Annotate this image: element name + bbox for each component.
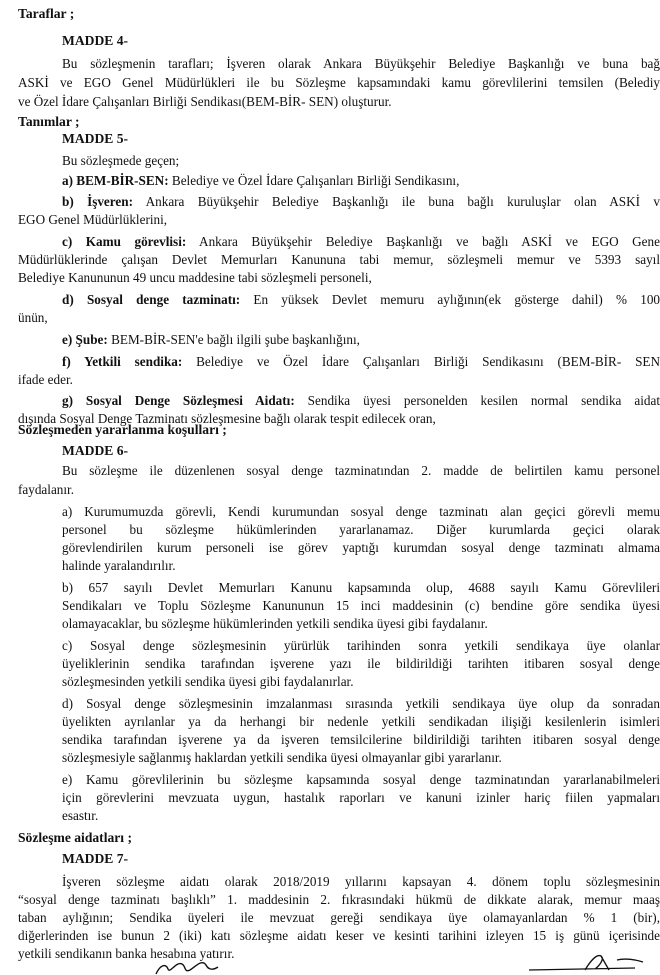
def-g-line-1: [62, 393, 660, 409]
def-b-line-1: [62, 194, 660, 210]
def-f-line-1: [62, 354, 660, 370]
madde-6-title: MADDE 6-: [62, 443, 129, 458]
def-e-line-1: [62, 332, 360, 348]
def-c-text: Ankara Büyükşehir Belediye Başkanlığı ve bağlı ASKİ ve EGO Gene: [186, 234, 660, 249]
def-c-line-2: Müdürlüklerinde çalışan Devlet Memurları Kanununa tabi memur, sözleşmeli memur ve 5393 sayıl: [18, 252, 660, 267]
heading-tanimlar: Tanımlar ;: [18, 114, 80, 129]
madde-6-intro-line-2: faydalanır.: [18, 482, 75, 497]
heading-taraflar: Taraflar ;: [18, 6, 75, 21]
item-d-line-3: sendika tarafından işverene ya da işveren temsilcilerine bildirildiği tarihten itibaren sosyal denge: [62, 732, 660, 747]
def-b-label: b) İşveren:: [62, 194, 133, 209]
def-c-line-3: Belediye Kanununun 49 uncu maddesine tabi sözleşmeli personeli,: [18, 270, 372, 285]
madde-4-line-2: ASKİ ve EGO Genel Müdürlükleri ile bu Sözleşme kapsamındaki kamu görevlilerini temsilen (Belediy: [18, 75, 660, 90]
madde-7-line-1: İşveren sözleşme aidatı olarak 2018/2019 yıllarını kapsayan 4. dönem toplu sözleşmesinin: [62, 874, 660, 889]
item-e-line-2: için görevlerini mevzuata uygun, hastalık raporları ve kanuni izinler hariç fiilen yapmaları: [62, 790, 660, 805]
madde-7-line-4: diğerlerinden ise bunun 2 (iki) katı sözleşme aidatı keser ve kesinti tarihini izleyen 15 iş günü içerisinde: [18, 928, 660, 943]
def-d-line-2: ünün,: [18, 310, 48, 325]
def-e-text: BEM-BİR-SEN'e bağlı ilgili şube başkanlığını,: [107, 332, 360, 347]
item-d-line-2: üyelikten ayrılanlar ya da herhangi bir nedenle yetkili sendikadan ilişiği kesilenlerin isimleri: [62, 714, 660, 729]
def-f-label: f) Yetkili sendika:: [62, 354, 183, 369]
madde-4-line-3: ve Özel İdare Çalışanları Birliği Sendikası(BEM-BİR- SEN) oluşturur.: [18, 94, 392, 109]
madde-7-line-5: yetkili sendikanın banka hesabına yatırır.: [18, 946, 235, 961]
item-b-line-1: b) 657 sayılı Devlet Memurları Kanunu kapsamında olup, 4688 sayılı Kamu Görevlileri: [62, 580, 660, 595]
def-b-text: Ankara Büyükşehir Belediye Başkanlığı ile buna bağlı kuruluşlar olan ASKİ v: [132, 194, 660, 209]
madde-5-title: MADDE 5-: [62, 131, 129, 146]
item-d-line-1: d) Sosyal denge sözleşmesinin imzalanması sırasında yetkili sendikaya üye olup da sonradan: [62, 696, 660, 711]
def-d-label: d) Sosyal denge tazminatı:: [62, 292, 241, 307]
item-d-line-4: sözleşmesiyle sağlanmış haklardan yetkili sendika üyesi olmayanlar gibi yararlanır.: [62, 750, 502, 765]
madde-4-line-1: Bu sözleşmenin tarafları; İşveren olarak Ankara Büyükşehir Belediye Başkanlığı ve buna bağ: [62, 56, 660, 71]
madde-5-intro: Bu sözleşmede geçen;: [62, 153, 180, 168]
def-f-line-2: ifade eder.: [18, 372, 73, 387]
def-g-line-2: dışında Sosyal Denge Tazminatı sözleşmesine bağlı olarak tespit edilecek oran,: [18, 411, 436, 426]
def-d-line-1: [62, 292, 660, 308]
madde-7-title: MADDE 7-: [62, 851, 129, 866]
signature-right-icon: [525, 950, 650, 975]
madde-4-title: MADDE 4-: [62, 33, 129, 48]
item-c-line-1: c) Sosyal denge sözleşmesinin yürürlük tarihinden sonra yetkili sendikaya üye olanlar: [62, 638, 660, 653]
item-c-line-2: üyeliklerinin sendika tarafından işverene yazı ile bildirildiği tarihten itibaren sosyal denge: [62, 656, 660, 671]
def-a-text: Belediye ve Özel İdare Çalışanları Birliği Sendikasını,: [168, 173, 460, 188]
item-c-line-3: sözleşmesinden yetkili sendika üyesi gibi faydalanırlar.: [62, 674, 354, 689]
item-e-line-3: esastır.: [62, 808, 99, 823]
def-g-text: Sendika üyesi personelden kesilen normal sendika aidat: [294, 393, 660, 408]
madde-7-line-3: taban aylığının; Sendika üyeleri ile mevzuat gereği sendikaya üye olamayanlardan % 1 (bir),: [18, 910, 660, 925]
heading-aidat: Sözleşme aidatları ;: [18, 830, 133, 845]
def-a-line-1: [62, 173, 459, 189]
def-g-label: g) Sosyal Denge Sözleşmesi Aidatı:: [62, 393, 295, 408]
def-f-text: Belediye ve Özel İdare Çalışanları Birliği Sendikasını (BEM-BİR- SEN: [182, 354, 660, 369]
item-a-line-4: halinde yaralandırılır.: [62, 558, 176, 573]
madde-7-line-2: “sosyal denge tazminatı başlıklı” 1. maddesinin 2. fıkrasındaki hükmü de dikkate alarak, memur maaş: [18, 892, 660, 907]
heading-yararlanma: Sözleşmeden yararlanma koşulları ;: [18, 422, 227, 437]
item-e-line-1: e) Kamu görevlilerinin bu sözleşme kapsamında sosyal denge tazminatından yararlanabilmeleri: [62, 772, 660, 787]
def-e-label: e) Şube:: [62, 332, 108, 347]
def-b-line-2: EGO Genel Müdürlüklerini,: [18, 212, 168, 227]
item-b-line-3: olamayacaklar, bu sözleşme hükümlerinden yetkili sendika üyesi gibi faydalanır.: [62, 616, 488, 631]
item-b-line-2: Sendikaları ve Toplu Sözleşme Kanununun 15 inci maddesinin (c) bendine göre sendika üyesi: [62, 598, 660, 613]
item-a-line-3: görevlendirilen kurum personeli ise görev yaptığı kurumdan sosyal denge tazminatı almama: [62, 540, 660, 555]
madde-6-intro-line-1: Bu sözleşme ile düzenlenen sosyal denge tazminatından 2. madde de belirtilen kamu personel: [62, 463, 660, 478]
def-a-label: a) BEM-BİR-SEN:: [62, 173, 169, 188]
def-d-text: En yüksek Devlet memuru aylığının(ek gösterge dahil) % 100: [240, 292, 660, 307]
def-c-label: c) Kamu görevlisi:: [62, 234, 187, 249]
signature-left-icon: [150, 955, 260, 975]
def-c-line-1: [62, 234, 660, 250]
item-a-line-2: personel bu sözleşme hükümlerinden yararlanamaz. Diğer kurumlarda geçici olarak: [62, 522, 660, 537]
item-a-line-1: a) Kurumumuzda görevli, Kendi kurumundan sosyal denge tazminatı alan geçici görevli memu: [62, 504, 660, 519]
